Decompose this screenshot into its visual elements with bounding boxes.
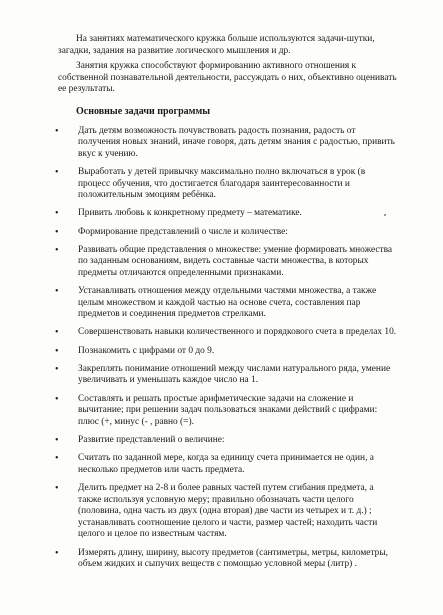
scan-speck bbox=[384, 214, 386, 216]
list-item-text: Закреплять понимание отношений между числами натурального ряда, умение увеличивать и уменьшать каждое число на 1. bbox=[78, 363, 391, 386]
list-item bbox=[55, 244, 397, 280]
list-item-text: Познакомить с цифрами от 0 до 9. bbox=[78, 345, 215, 356]
section-heading: Основные задачи программы bbox=[76, 105, 211, 117]
list-item-text: Развитие представлений о величине: bbox=[78, 434, 225, 445]
list-item bbox=[55, 547, 397, 571]
list-item bbox=[55, 482, 397, 541]
list-item bbox=[55, 453, 397, 476]
intro-paragraph-1: На занятиях математического кружка больше используются задачи-шутки, загадки, задания на развитие логического мышления и др. bbox=[58, 34, 375, 56]
list-item-text: Привить любовь к конкретному предмету – математике. bbox=[78, 208, 302, 219]
intro-paragraph-2: Занятия кружка способствуют формированию активного отношения к собственной познавательной деятельности, рассуждать о них, объективно оценивать ее результаты. bbox=[58, 61, 397, 95]
list-item bbox=[55, 363, 397, 387]
bullet-icon: • bbox=[55, 244, 59, 256]
list-item-text: Составлять и решать простые арифметические задачи на сложение и вычитание; при решении задач пользоваться знаками действий с цифрами: плюс (+, минус (- , равно (=). bbox=[78, 393, 378, 427]
list-item-text: Дать детям возможность почувствовать радость познания, радость от получения новых знаний, иначе говоря, дать детям знания с радостью, привить вкус к учению. bbox=[78, 125, 395, 159]
list-item-text: Считать по заданной мере, когда за единицу счета принимается не один, а несколько предметов или часть предмета. bbox=[78, 453, 374, 475]
bullet-icon: • bbox=[55, 286, 59, 298]
bullet-icon: • bbox=[55, 208, 59, 220]
list-item bbox=[55, 125, 397, 161]
bullet-icon: • bbox=[55, 453, 59, 465]
list-item-text: Совершенствовать навыки количественного и порядкового счета в пределах 10. bbox=[78, 327, 397, 338]
bullet-icon: • bbox=[55, 166, 59, 178]
bullet-icon: • bbox=[55, 327, 59, 339]
list-item bbox=[55, 345, 397, 358]
bullet-icon: • bbox=[55, 345, 59, 357]
list-item bbox=[55, 286, 397, 321]
bullet-icon: • bbox=[55, 125, 59, 137]
bullet-icon: • bbox=[55, 393, 59, 405]
list-item-text: Устанавливать отношения между отдельными частями множества, а также целым множеством и каждой частью на основе счета, составления пар предметов и соединения предметов стрелками. bbox=[78, 286, 377, 320]
list-item bbox=[55, 393, 397, 429]
list-item-text: Формирование представлений о числе и количестве: bbox=[78, 226, 288, 237]
list-item-text: Развивать общие представления о множестве: умение формировать множества по заданным основаниям, видеть составные части множества, в которых предметы отличаются определенными признаками. bbox=[78, 244, 393, 278]
list-item-text: Делить предмет на 2-8 и более равных частей путем сгибания предмета, а также используя условную меру; правильно обозначать части целого (половина, одна часть из двух (одна вторая) две части из четырех и т. д.) ; устанавливать соотношение целого и части, размер частей; находить части целого и целое по известным частям. bbox=[78, 482, 378, 540]
bullet-icon: • bbox=[55, 363, 59, 375]
list-item bbox=[55, 434, 397, 447]
list-item-text: Измерять длину, ширину, высоту предметов (сантиметры, метры, километры, объем жидких и сыпучих веществ с помощью условной меры (литр) . bbox=[78, 547, 388, 570]
bullet-icon: • bbox=[55, 547, 59, 559]
list-item bbox=[55, 208, 397, 220]
bullet-icon: • bbox=[55, 434, 59, 446]
bullet-icon: • bbox=[55, 226, 59, 238]
list-item bbox=[55, 327, 397, 339]
bullet-icon: • bbox=[55, 482, 59, 494]
list-item-text: Выработать у детей привычку максимально полно включаться в урок (в процесс обучения, что достигается благодаря заинтересованности и положительным эмоциям ребёнка. bbox=[78, 166, 366, 201]
list-item bbox=[55, 166, 397, 202]
list-item bbox=[55, 226, 397, 239]
tasks-list bbox=[55, 125, 397, 571]
